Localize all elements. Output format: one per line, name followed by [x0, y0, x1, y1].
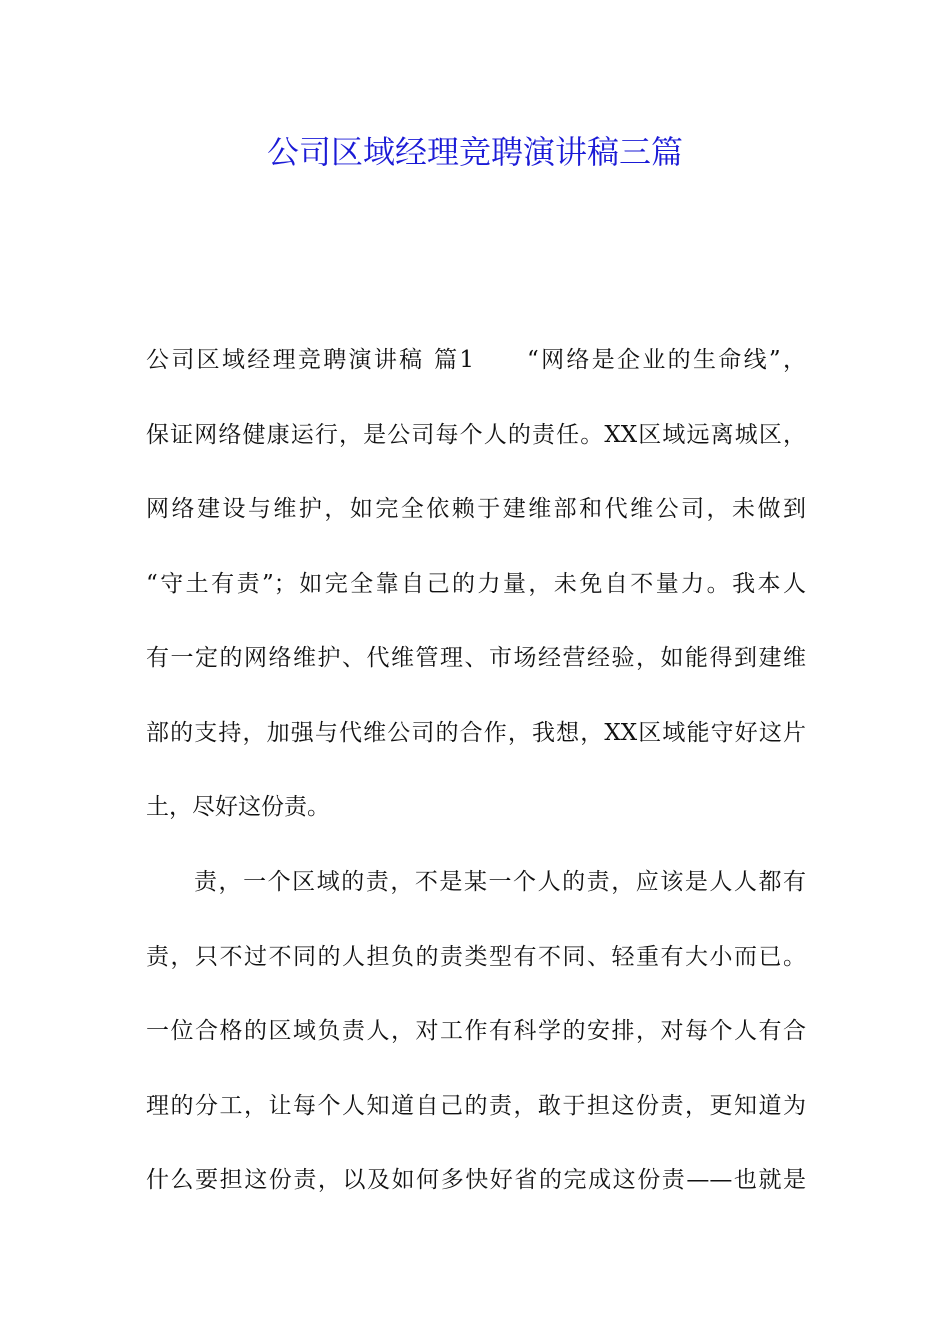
- paragraph-line: “守土有责”；如完全靠自己的力量，未免自不量力。我本人: [146, 571, 806, 597]
- paragraph-line: 保证网络健康运行，是公司每个人的责任。XX区域远离城区，: [146, 422, 806, 448]
- paragraph-line: 什么要担这份责，以及如何多快好省的完成这份责——也就是: [146, 1167, 806, 1193]
- paragraph-line: 责，只不过不同的人担负的责类型有不同、轻重有大小而已。: [146, 944, 806, 970]
- paragraph-line: 有一定的网络维护、代维管理、市场经营经验，如能得到建维: [146, 645, 806, 671]
- paragraph-line: 部的支持，加强与代维公司的合作，我想，XX区域能守好这片: [146, 720, 806, 746]
- paragraph-line: 网络建设与维护，如完全依赖于建维部和代维公司，未做到: [146, 496, 806, 522]
- paragraph-line: 公司区域经理竞聘演讲稿 篇1 “网络是企业的生命线”，: [146, 347, 806, 373]
- document-title: 公司区域经理竞聘演讲稿三篇: [266, 133, 683, 171]
- paragraph-line: 一位合格的区域负责人，对工作有科学的安排，对每个人有合: [146, 1018, 806, 1044]
- paragraph-line: 责，一个区域的责，不是某一个人的责，应该是人人都有: [194, 869, 806, 895]
- paragraph-line: 理的分工，让每个人知道自己的责，敢于担这份责，更知道为: [146, 1093, 806, 1119]
- paragraph-line: 土，尽好这份责。: [146, 794, 330, 820]
